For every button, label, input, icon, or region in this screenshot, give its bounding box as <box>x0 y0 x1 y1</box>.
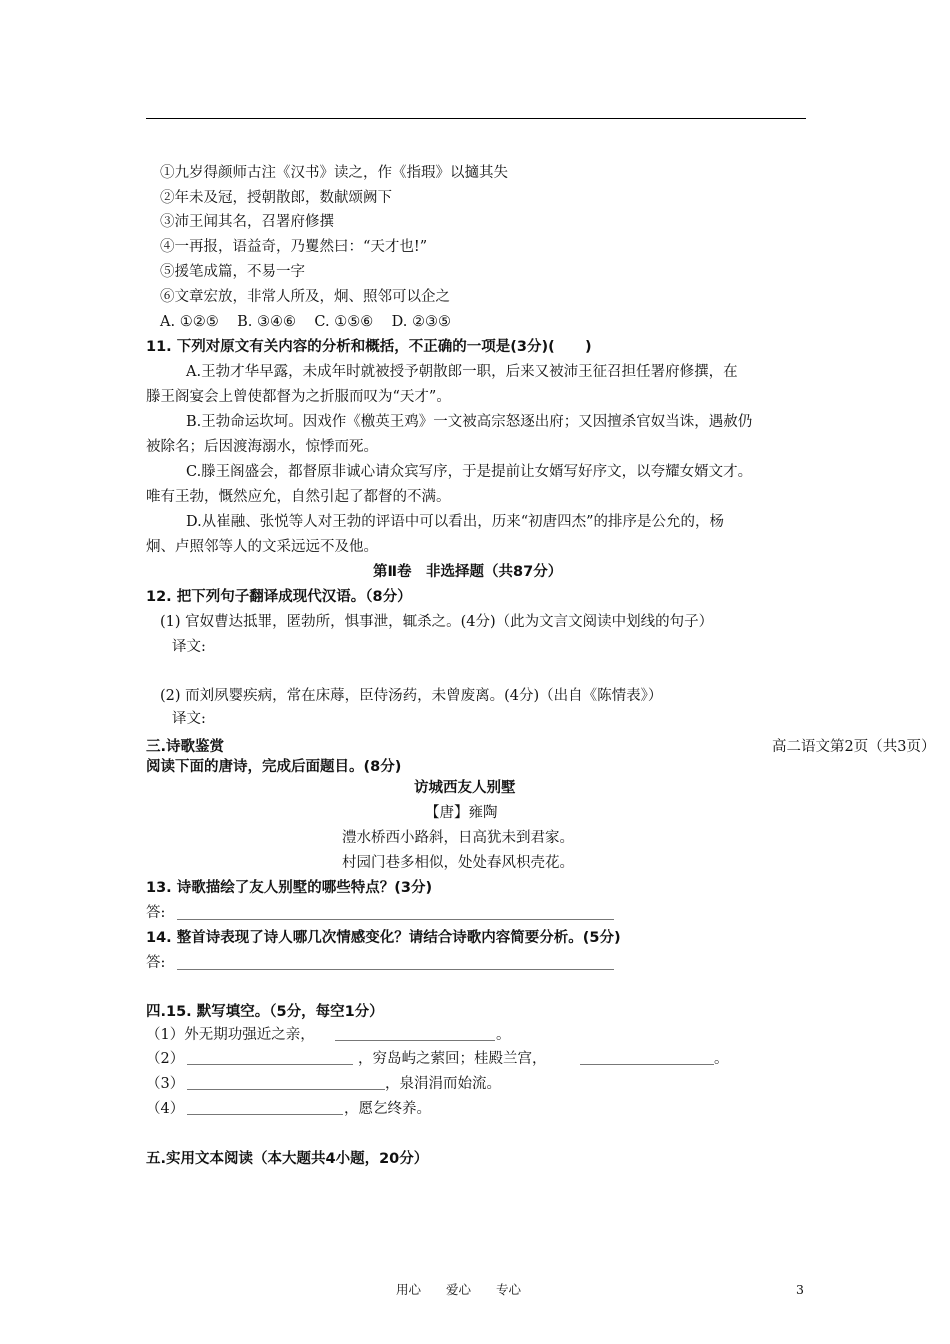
q12-translation-label-1: 译文: <box>172 639 206 655</box>
q11-option-d-line2: 炯、卢照邻等人的文采远远不及他。 <box>146 539 378 555</box>
section3-title: 三.诗歌鉴赏 <box>146 739 225 755</box>
q11-option-c-line2: 唯有王勃，慨然应允，自然引起了都督的不满。 <box>146 489 451 505</box>
q14-stem: 14. 整首诗表现了诗人哪几次情感变化？请结合诗歌内容简要分析。(5分) <box>146 930 621 946</box>
option-2: ②年未及冠，授朝散郎，数献颂阙下 <box>160 190 392 206</box>
section4-title: 四.15. 默写填空。（5分，每空1分） <box>146 1004 384 1020</box>
q12-stem: 12. 把下列句子翻译成现代汉语。（8分） <box>146 589 412 605</box>
fill-2-label: （2） <box>146 1051 185 1067</box>
poem-line-1: 澧水桥西小路斜，日高犹未到君家。 <box>342 830 574 846</box>
part2-title: 第Ⅱ卷 非选择题（共87分） <box>373 564 563 580</box>
fill-4-label: （4） <box>146 1101 185 1117</box>
fill-3-label: （3） <box>146 1076 185 1092</box>
fill-4-blank[interactable] <box>187 1114 343 1115</box>
q11-stem: 11. 下列对原文有关内容的分析和概括，不正确的一项是(3分)( ) <box>146 339 592 355</box>
header-rule <box>146 118 806 119</box>
poem-line-2: 村园门巷多相似，处处春风枳壳花。 <box>342 855 574 871</box>
q12-sentence-1: (1) 官奴曹达抵罪，匿勃所，惧事泄，辄杀之。(4分)（此为文言文阅读中划线的句子） <box>160 614 714 630</box>
option-6: ⑥文章宏放，非常人所及，炯、照邻可以企之 <box>160 289 450 305</box>
q12-translation-label-2: 译文: <box>172 711 206 727</box>
q12-sentence-2: (2) 而刘夙婴疾病，常在床蓐，臣侍汤药，未曾废离。(4分)（出自《陈情表》） <box>160 688 663 704</box>
q11-option-a-line1: A.王勃才华早露，未成年时就被授予朝散郎一职，后来又被沛王征召担任署府修撰，在 <box>186 364 738 380</box>
option-4: ④一再报，语益奇，乃矍然曰：“天才也!” <box>160 239 428 255</box>
fill-2-blank-a[interactable] <box>187 1064 353 1065</box>
option-3: ③沛王闻其名，召署府修撰 <box>160 214 334 230</box>
fill-3-blank[interactable] <box>187 1089 385 1090</box>
q14-answer-line[interactable] <box>177 969 614 970</box>
section5-title: 五.实用文本阅读（本大题共4小题，20分） <box>146 1151 429 1167</box>
option-5: ⑤援笔成篇，不易一字 <box>160 264 305 280</box>
q11-option-d-line1: D.从崔融、张悦等人对王勃的评语中可以看出，历来“初唐四杰”的排序是公允的，杨 <box>186 514 725 530</box>
q14-answer-label: 答: <box>146 955 166 971</box>
page-note: 高二语文第2页（共3页） <box>772 739 936 755</box>
q11-option-b-line2: 被除名；后因渡海溺水，惊悸而死。 <box>146 439 378 455</box>
q13-answer-line[interactable] <box>177 919 614 920</box>
q10-choices: A. ①②⑤ B. ③④⑥ C. ①⑤⑥ D. ②③⑤ <box>160 314 451 330</box>
footer-text: 用心 爱心 专心 <box>396 1282 522 1297</box>
fill-2-text: ，穷岛屿之萦回；桂殿兰宫， <box>358 1051 547 1067</box>
q13-stem: 13. 诗歌描绘了友人别墅的哪些特点？(3分) <box>146 880 433 896</box>
option-1: ①九岁得颜师古注《汉书》读之，作《指瑕》以擿其失 <box>160 165 508 181</box>
poem-title: 访城西友人别墅 <box>414 780 516 796</box>
fill-1-end: 。 <box>496 1027 511 1043</box>
fill-4-text: ，愿乞终养。 <box>344 1101 431 1117</box>
q11-option-b-line1: B.王勃命运坎坷。因戏作《檄英王鸡》一文被高宗怒逐出府；又因擅杀官奴当诛，遇赦仍 <box>186 414 753 430</box>
fill-3-text: ，泉涓涓而始流。 <box>385 1076 501 1092</box>
fill-2-blank-b[interactable] <box>580 1064 714 1065</box>
poem-intro: 阅读下面的唐诗，完成后面题目。(8分) <box>146 759 402 775</box>
q11-option-c-line1: C.滕王阁盛会，都督原非诚心请众宾写序，于是提前让女婿写好序文，以夸耀女婿文才。 <box>186 464 753 480</box>
page-number: 3 <box>796 1282 804 1297</box>
q11-option-a-line2: 滕王阁宴会上曾使都督为之折服而叹为“天才”。 <box>146 389 451 405</box>
poem-author: 【唐】雍陶 <box>425 805 498 821</box>
fill-2-end: 。 <box>714 1051 729 1067</box>
fill-1-text: （1）外无期功强近之亲， <box>146 1027 315 1043</box>
q13-answer-label: 答: <box>146 905 166 921</box>
fill-1-blank[interactable] <box>335 1040 495 1041</box>
